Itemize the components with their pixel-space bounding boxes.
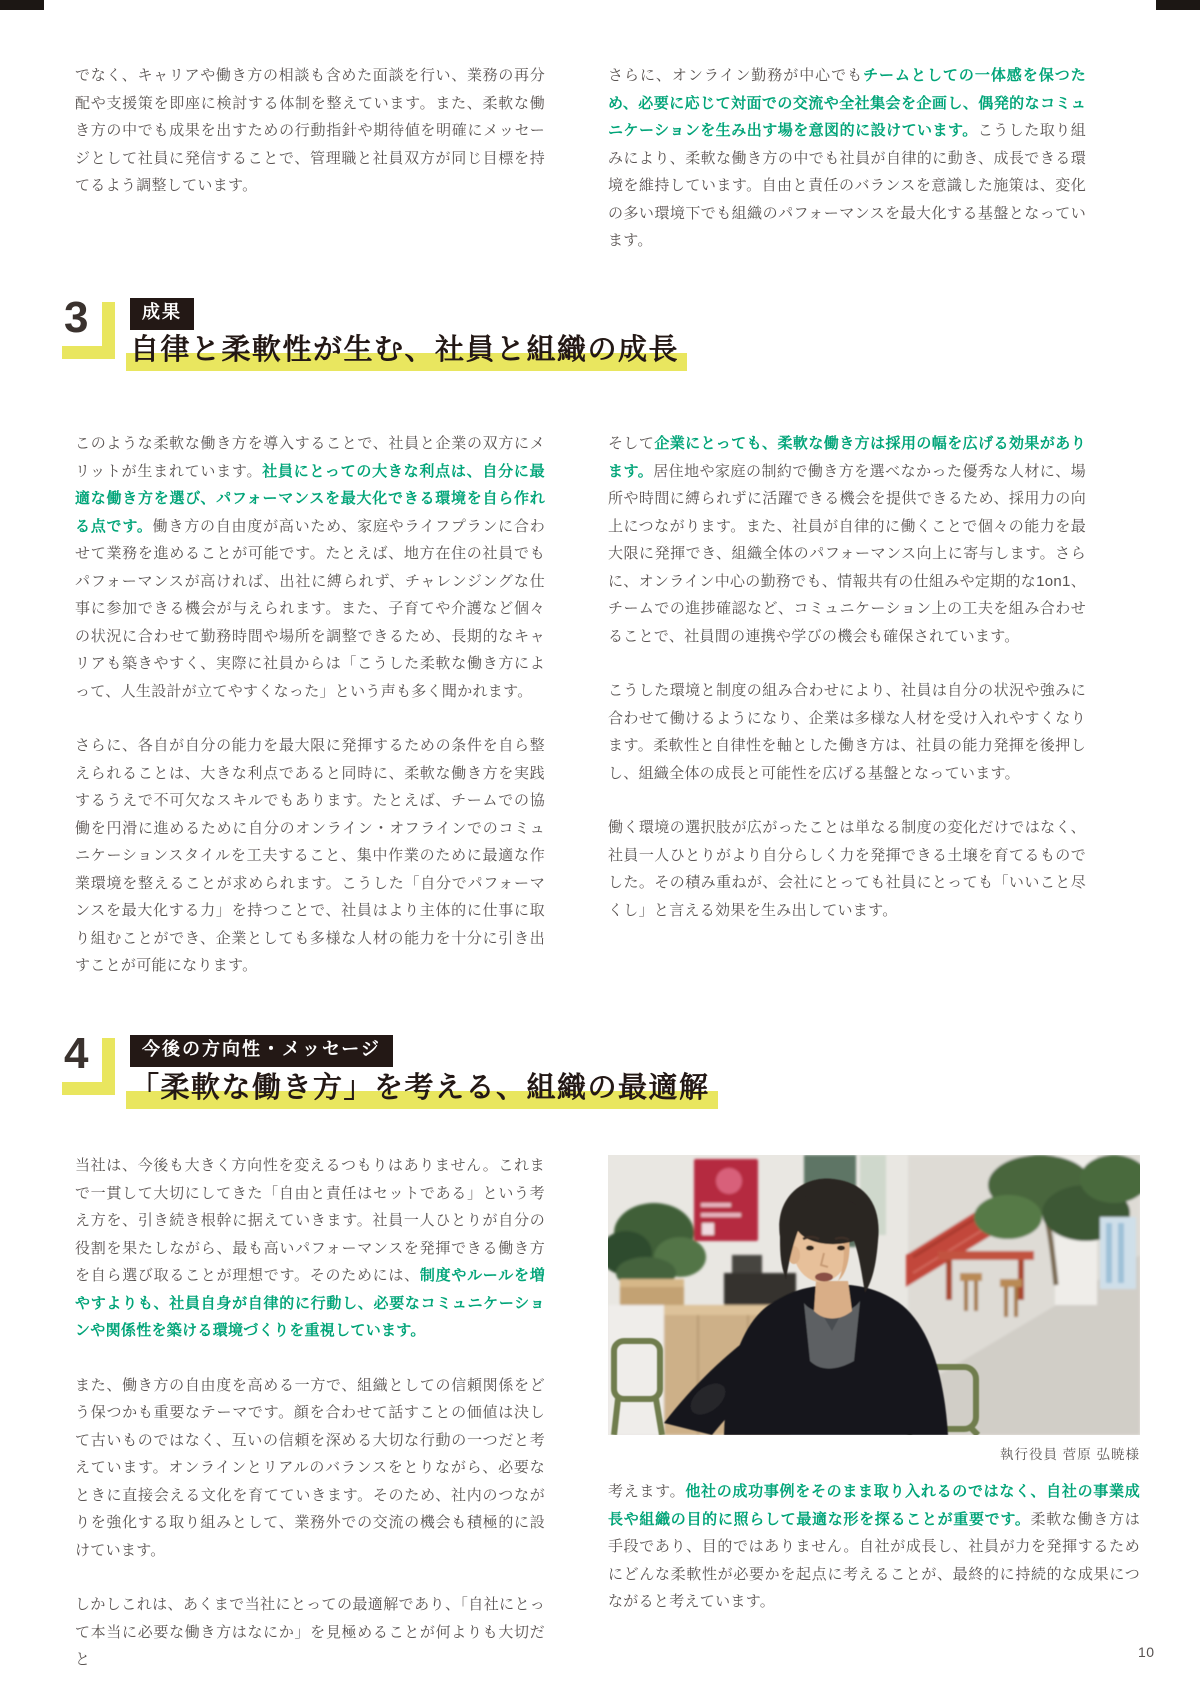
- body-text: また、働き方の自由度を高める一方で、組織としての信頼関係をどう保つかも重要なテーマです。顔を合わせて話すことの価値は決して古いものではなく、互いの信頼を深める大切な行動の一つだと考えています。オンラインとリアルのバランスをとりながら、必要なときに直接会える文化を育てていきます。そのため、社内のつながりを強化する取り組みとして、業務外での交流の機会も積極的に設けています。: [75, 1376, 545, 1559]
- section3-category-badge: 成果: [130, 298, 194, 330]
- emphasis-text: 社員にとっての大きな利点は、自分に最適な働き方を選び、パフォーマンスを最大化できる環境を自ら作れる点です。: [75, 462, 545, 535]
- paragraph: [75, 62, 545, 200]
- section3-left-column: [75, 430, 545, 980]
- intro-left-column: [75, 62, 545, 200]
- body-text: そして: [608, 435, 655, 452]
- paragraph: [608, 677, 1086, 787]
- body-text: このような柔軟な働き方を導入することで、社員と企業の双方にメリットが生まれています。: [75, 435, 545, 480]
- intro-right-column: [608, 62, 1086, 255]
- body-text: 居住地や家庭の制約で働き方を選べなかった優秀な人材に、場所や時間に縛られずに活躍できる機会を提供できるため、採用力の向上につながります。また、社員が自律的に働くことで個々の能力を最大限に発揮でき、組織全体のパフォーマンス向上に寄与します。さらに、オンライン中心の勤務でも、情報共有の仕組みや定期的な1on1、チームでの進捗確認など、コミュニケーション上の工夫を組み合わせることで、社員間の連携や学びの機会も確保されています。: [608, 462, 1087, 645]
- corner-mark-right: [1156, 0, 1200, 10]
- paragraph: [608, 814, 1086, 924]
- body-text: 考えます。: [608, 1483, 686, 1500]
- body-text: しかしこれは、あくまで当社にとっての最適解であり、「自社にとって本当に必要な働き方はなにか」を見極めることが何よりも大切だと: [75, 1596, 545, 1668]
- body-text: こうした取り組みにより、柔軟な働き方の中でも社員が自律的に動き、成長できる環境を維持しています。自由と責任のバランスを意識した施策は、変化の多い環境下でも組織のパフォーマンスを最大化する基盤となっています。: [608, 122, 1086, 249]
- body-text: 働く環境の選択肢が広がったことは単なる制度の変化だけではなく、社員一人ひとりがより自分らしく力を発揮できる土壌を育てるものでした。その積み重ねが、会社にとっても社員にとっても「いいこと尽くし」と言える効果を生み出しています。: [608, 819, 1086, 919]
- section3-right-column: [608, 430, 1086, 924]
- body-text: さらに、オンライン勤務が中心でも: [608, 67, 864, 84]
- section3-heading: [126, 332, 687, 368]
- paragraph: [75, 1152, 545, 1345]
- emphasis-text: 他社の成功事例をそのまま取り入れるのではなく、自社の事業成長や組織の目的に照らして最適な形を探ることが重要です。: [608, 1483, 1140, 1528]
- body-text: こうした環境と制度の組み合わせにより、社員は自分の状況や強みに合わせて働けるようになり、企業は多様な人材を受け入れやすくなります。柔軟性と自律性を軸とした働き方は、社員の能力発揮を後押しし、組織全体の成長と可能性を広げる基盤となっています。: [608, 682, 1086, 782]
- paragraph: [608, 430, 1086, 650]
- photo-caption: 執行役員 菅原 弘暁様: [999, 1447, 1140, 1462]
- section4-right-column: [608, 1478, 1140, 1616]
- corner-mark-left: [0, 0, 44, 10]
- section4-category-badge: 今後の方向性・メッセージ: [130, 1035, 393, 1067]
- emphasis-text: チームとしての一体感を保つため、必要に応じて対面での交流や全社集会を企画し、偶発的なコミュニケーションを生み出す場を意図的に設けています。: [608, 67, 1086, 139]
- section3-heading-text: 自律と柔軟性が生む、社員と組織の成長: [126, 334, 687, 371]
- paragraph: [75, 1372, 545, 1565]
- body-text: でなく、キャリアや働き方の相談も含めた面談を行い、業務の再分配や支援策を即座に検討する体制を整えています。また、柔軟な働き方の中でも成果を出すための行動指針や期待値を明確にメッセージとして社員に発信することで、管理職と社員双方が同じ目標を持てるよう調整しています。: [75, 67, 545, 194]
- office-photo-illustration: [608, 1155, 1140, 1435]
- body-text: 当社は、今後も大きく方向性を変えるつもりはありません。これまで一貫して大切にしてきた「自由と責任はセットである」という考え方を、引き続き根幹に据えていきます。社員一人ひとりが自分の役割を果たしながら、最も高いパフォーマンスを発揮できる働き方を自ら選び取ることが理想です。そのためには、: [75, 1157, 545, 1284]
- paragraph: [75, 1591, 545, 1674]
- page-number: 10: [1138, 1644, 1155, 1660]
- interview-photo: [608, 1155, 1140, 1435]
- section4-heading: [126, 1070, 718, 1106]
- body-text: さらに、各自が自分の能力を最大限に発揮するための条件を自ら整えられることは、大きな利点であると同時に、柔軟な働き方を実践するうえで不可欠なスキルでもあります。たとえば、チームでの協働を円滑に進めるために自分のオンライン・オフラインでのコミュニケーションスタイルを工夫すること、集中作業のために最適な作業環境を整えることが求められます。こうした「自分でパフォーマンスを最大化する力」を持つことで、社員はより主体的に仕事に取り組むことができ、企業としても多様な人材の能力を十分に引き出すことが可能になります。: [75, 737, 545, 974]
- paragraph: [75, 732, 545, 980]
- paragraph: [75, 430, 545, 705]
- emphasis-text: 制度やルールを増やすよりも、社員自身が自律的に行動し、必要なコミュニケーションや関係性を築ける環境づくりを重視しています。: [75, 1267, 545, 1339]
- emphasis-text: 企業にとっても、柔軟な働き方は採用の幅を広げる効果があります。: [608, 435, 1087, 480]
- paragraph: [608, 1478, 1140, 1616]
- body-text: 柔軟な働き方は手段であり、目的ではありません。自社が成長し、社員が力を発揮するためにどんな柔軟性が必要かを起点に考えることが、最終的に持続的な成果につながると考えています。: [608, 1510, 1140, 1610]
- body-text: 働き方の自由度が高いため、家庭やライフプランに合わせて業務を進めることが可能です。たとえば、地方在住の社員でもパフォーマンスが高ければ、出社に縛られず、チャレンジングな仕事に参加できる機会が与えられます。また、子育てや介護など個々の状況に合わせて勤務時間や場所を調整できるため、長期的なキャリアも築きやすく、実際に社員からは「こうした柔軟な働き方によって、人生設計が立てやすくなった」という声も多く聞かれます。: [75, 517, 545, 700]
- paragraph: [608, 62, 1086, 255]
- section4-number: 4: [64, 1029, 89, 1078]
- section3-number: 3: [64, 293, 89, 342]
- section4-left-column: [75, 1152, 545, 1674]
- section4-heading-text: 「柔軟な働き方」を考える、組織の最適解: [126, 1072, 718, 1109]
